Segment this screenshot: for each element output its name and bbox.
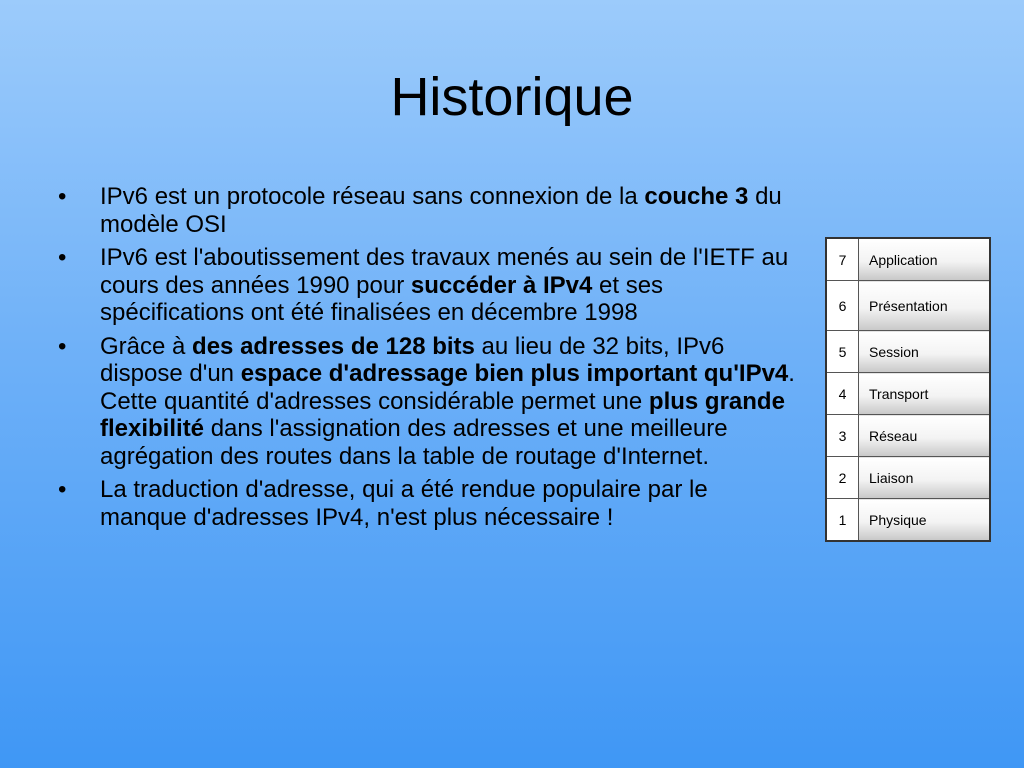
text-run: IPv6 est un protocole réseau sans connexion de la	[100, 183, 645, 210]
text-run: dans l'assignation des adresses et une meilleure agrégation des routes dans la table de routage d'Internet.	[100, 415, 728, 470]
osi-layer-number: 2	[826, 457, 859, 499]
bold-text-run: des adresses de 128 bits	[192, 332, 475, 360]
osi-layer-row	[826, 373, 990, 415]
bold-text-run: succéder à IPv4	[410, 271, 593, 299]
osi-layer-name: Transport	[859, 373, 991, 415]
osi-layer-name: Présentation	[859, 281, 991, 331]
bold-text-run: couche 3	[644, 183, 749, 210]
bullet-marker: •	[58, 332, 67, 360]
osi-layer-row	[826, 281, 990, 331]
osi-layer-name: Liaison	[859, 457, 991, 499]
text-run: IPv6 est l'aboutissement des travaux menés au sein de l'IETF au cours des années 1990 pour	[100, 244, 789, 299]
osi-layer-number: 3	[826, 415, 859, 457]
osi-layer-number: 1	[826, 499, 859, 542]
osi-layer-number: 5	[826, 331, 859, 373]
slide-title: Historique	[390, 67, 634, 127]
bullet-item-3	[58, 333, 800, 471]
osi-layer-name: Application	[859, 238, 991, 281]
bullet-item-2	[58, 244, 800, 327]
osi-layer-row	[826, 499, 990, 542]
bold-text-run: plus grande flexibilité	[100, 387, 785, 442]
osi-layer-row	[826, 331, 990, 373]
text-run: Grâce à	[100, 332, 193, 360]
osi-model-table	[825, 237, 991, 542]
osi-layer-number: 7	[826, 238, 859, 281]
osi-layer-row	[826, 457, 990, 499]
osi-layer-number: 6	[826, 281, 859, 331]
bullet-text	[100, 476, 708, 531]
text-run: La traduction d'adresse, qui a été rendue populaire par le manque d'adresses IPv4, n'est plus nécessaire !	[100, 476, 708, 531]
bullet-text	[100, 244, 788, 326]
bullet-item-4	[58, 476, 800, 531]
osi-layer-number: 4	[826, 373, 859, 415]
text-run: du modèle OSI	[100, 183, 782, 238]
osi-layer-row	[826, 415, 990, 457]
bullet-item-1	[58, 183, 800, 238]
text-run: et ses spécifications ont été finalisées en décembre 1998	[100, 271, 664, 326]
text-run: au lieu de 32 bits, IPv6 dispose d'un	[100, 332, 725, 387]
osi-layer-name: Physique	[859, 499, 991, 542]
osi-layer-row	[826, 238, 990, 281]
text-run: . Cette quantité d'adresses considérable permet une	[100, 360, 795, 415]
bullet-marker: •	[58, 244, 67, 271]
bullet-list	[58, 183, 800, 537]
osi-layer-name: Réseau	[859, 415, 991, 457]
bullet-text	[100, 183, 782, 238]
bullet-marker: •	[58, 476, 67, 503]
osi-layer-name: Session	[859, 331, 991, 373]
bullet-text	[100, 333, 795, 470]
bullet-marker: •	[58, 183, 67, 210]
bold-text-run: espace d'adressage bien plus important qu'IPv4	[240, 360, 789, 387]
